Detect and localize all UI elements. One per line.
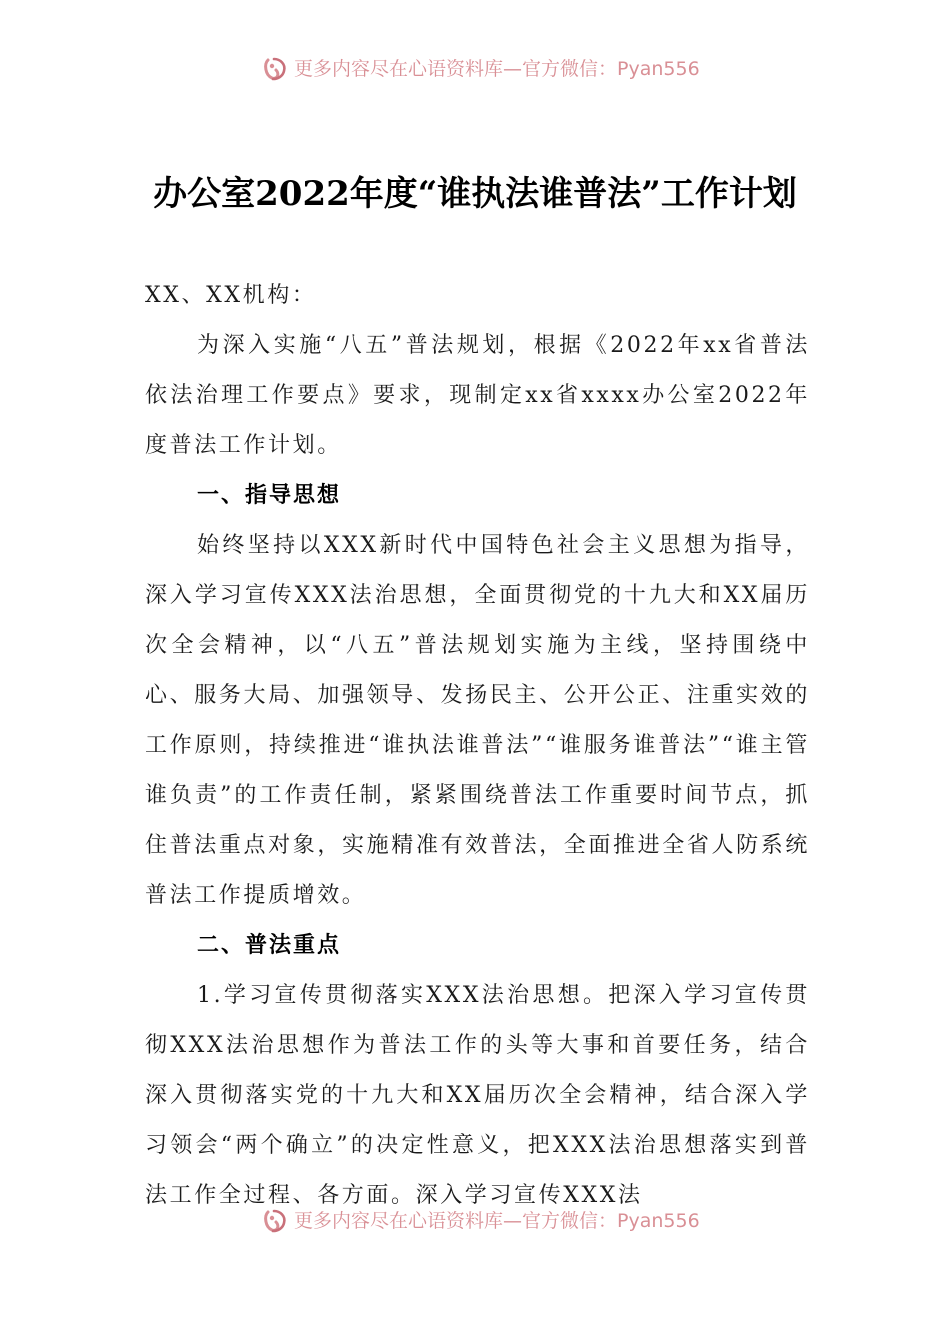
section-heading-key-points: 二、普法重点 <box>197 933 342 958</box>
document-title: 办公室2022年度“谁执法谁普法”工作计划 <box>153 174 797 214</box>
brand-logo-icon <box>262 55 290 83</box>
intro-paragraph: 为深入实施“八五”普法规划，根据《2022年xx省普法依法治理工作要点》要求，现制定xx省xxxx办公室2022年度普法工作计划。 <box>145 333 810 458</box>
watermark-header <box>0 55 950 85</box>
section-heading-guiding-ideology: 一、指导思想 <box>197 483 342 508</box>
section-paragraph-key-points: 1.学习宣传贯彻落实XXX法治思想。把深入学习宣传贯彻XXX法治思想作为普法工作的头等大事和首要任务，结合深入贯彻落实党的十九大和XX届历次全会精神，结合深入学习领会“两个确立”的决定性意义，把XXX法治思想落实到普法工作全过程、各方面。深入学习宣传XXX法 <box>145 983 810 1208</box>
watermark-text: 更多内容尽在心语资料库—官方微信：Pyan556 <box>294 57 700 80</box>
salutation: XX、XX机构： <box>145 283 317 308</box>
section-paragraph-guiding-ideology: 始终坚持以XXX新时代中国特色社会主义思想为指导，深入学习宣传XXX法治思想，全面贯彻党的十九大和XX届历次全会精神，以“八五”普法规划实施为主线，坚持围绕中心、服务大局、加强领导、发扬民主、公开公正、注重实效的工作原则，持续推进“谁执法谁普法”“谁服务谁普法”“谁主管谁负责”的工作责任制，紧紧围绕普法工作重要时间节点，抓住普法重点对象，实施精准有效普法，全面推进全省人防系统普法工作提质增效。 <box>145 533 810 908</box>
watermark-text: 更多内容尽在心语资料库—官方微信：Pyan556 <box>294 1209 700 1232</box>
brand-logo-icon <box>262 1207 290 1235</box>
watermark-footer <box>0 1207 950 1237</box>
